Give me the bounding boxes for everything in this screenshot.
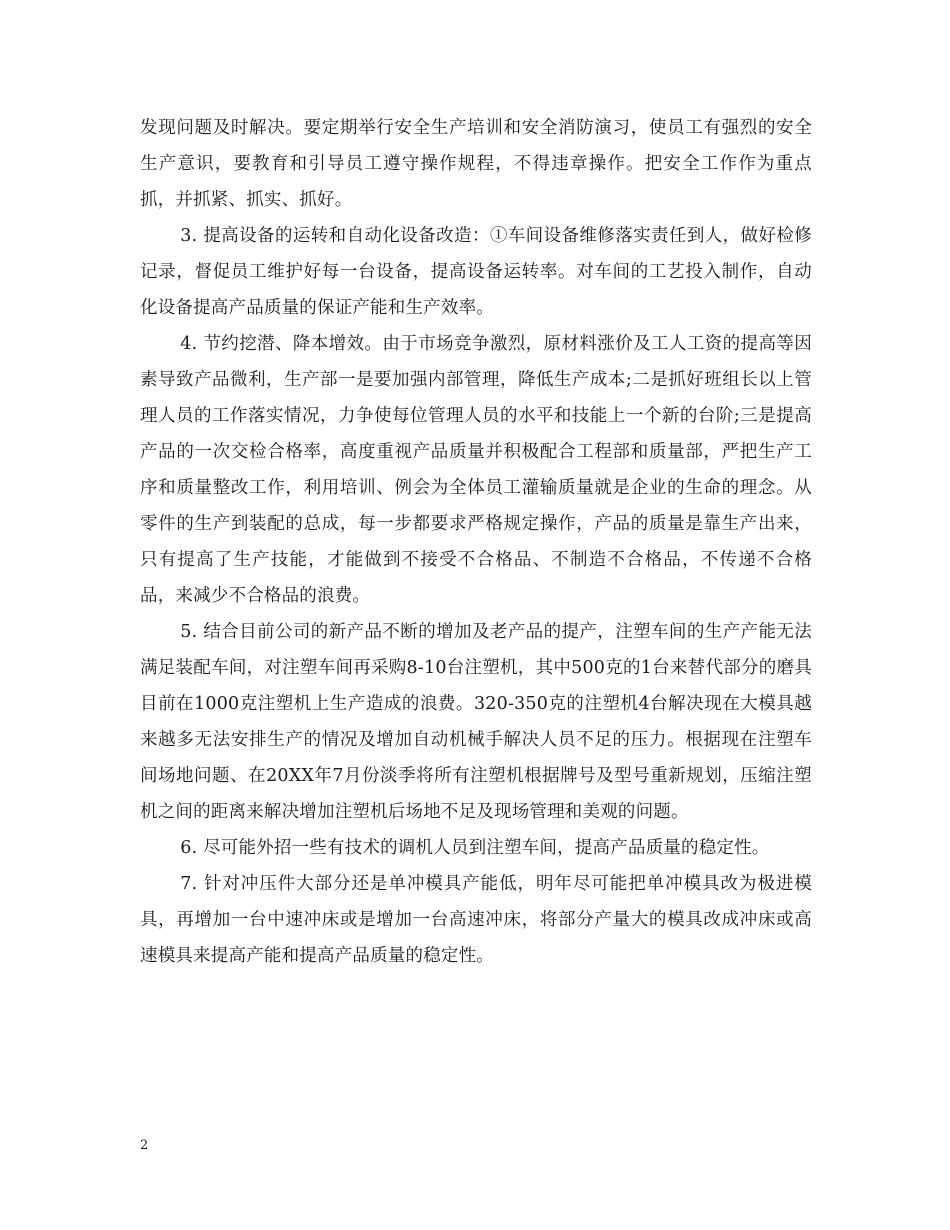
document-body [140, 110, 812, 974]
paragraph-safety-continuation: 发现问题及时解决。要定期举行安全生产培训和安全消防演习，使员工有强烈的安全生产意识，要教育和引导员工遵守操作规程，不得违章操作。把安全工作作为重点抓，并抓紧、抓实、抓好。 [140, 118, 812, 210]
paragraph-item-5-injection-molding: 5. 结合目前公司的新产品不断的增加及老产品的提产，注塑车间的生产产能无法满足装配车间，对注塑车间再采购8-10台注塑机，其中500克的1台来替代部分的磨具目前在1000克注塑机上生产造成的浪费。320-350克的注塑机4台解决现在大模具越来越多无法安排生产的情况及增加自动机械手解决人员不足的压力。根据现在注塑车间场地问题、在20XX年7月份淡季将所有注塑机根据牌号及型号重新规划，压缩注塑机之间的距离来解决增加注塑机后场地不足及现场管理和美观的问题。 [140, 622, 812, 822]
paragraph-item-3-equipment: 3. 提高设备的运转和自动化设备改造：①车间设备维修落实责任到人，做好检修记录，督促员工维护好每一台设备，提高设备运转率。对车间的工艺投入制作，自动化设备提高产品质量的保证产能和生产效率。 [140, 226, 812, 318]
paragraph-item-4-cost-reduction: 4. 节约挖潜、降本增效。由于市场竞争激烈，原材料涨价及工人工资的提高等因素导致产品微利，生产部一是要加强内部管理，降低生产成本;二是抓好班组长以上管理人员的工作落实情况，力争使每位管理人员的水平和技能上一个新的台阶;三是提高产品的一次交检合格率，高度重视产品质量并积极配合工程部和质量部，严把生产工序和质量整改工作，利用培训、例会为全体员工灌输质量就是企业的生命的理念。从零件的生产到装配的总成，每一步都要求严格规定操作，产品的质量是靠生产出来，只有提高了生产技能，才能做到不接受不合格品、不制造不合格品，不传递不合格品，来减少不合格品的浪费。 [140, 334, 812, 606]
paragraph-item-6-recruitment: 6. 尽可能外招一些有技术的调机人员到注塑车间，提高产品质量的稳定性。 [180, 838, 770, 858]
page-number: 2 [140, 1138, 149, 1153]
paragraph-item-7-stamping: 7. 针对冲压件大部分还是单冲模具产能低，明年尽可能把单冲模具改为极进模具，再增加一台中速冲床或是增加一台高速冲床，将部分产量大的模具改成冲床或高速模具来提高产能和提高产品质量的稳定性。 [140, 874, 812, 966]
